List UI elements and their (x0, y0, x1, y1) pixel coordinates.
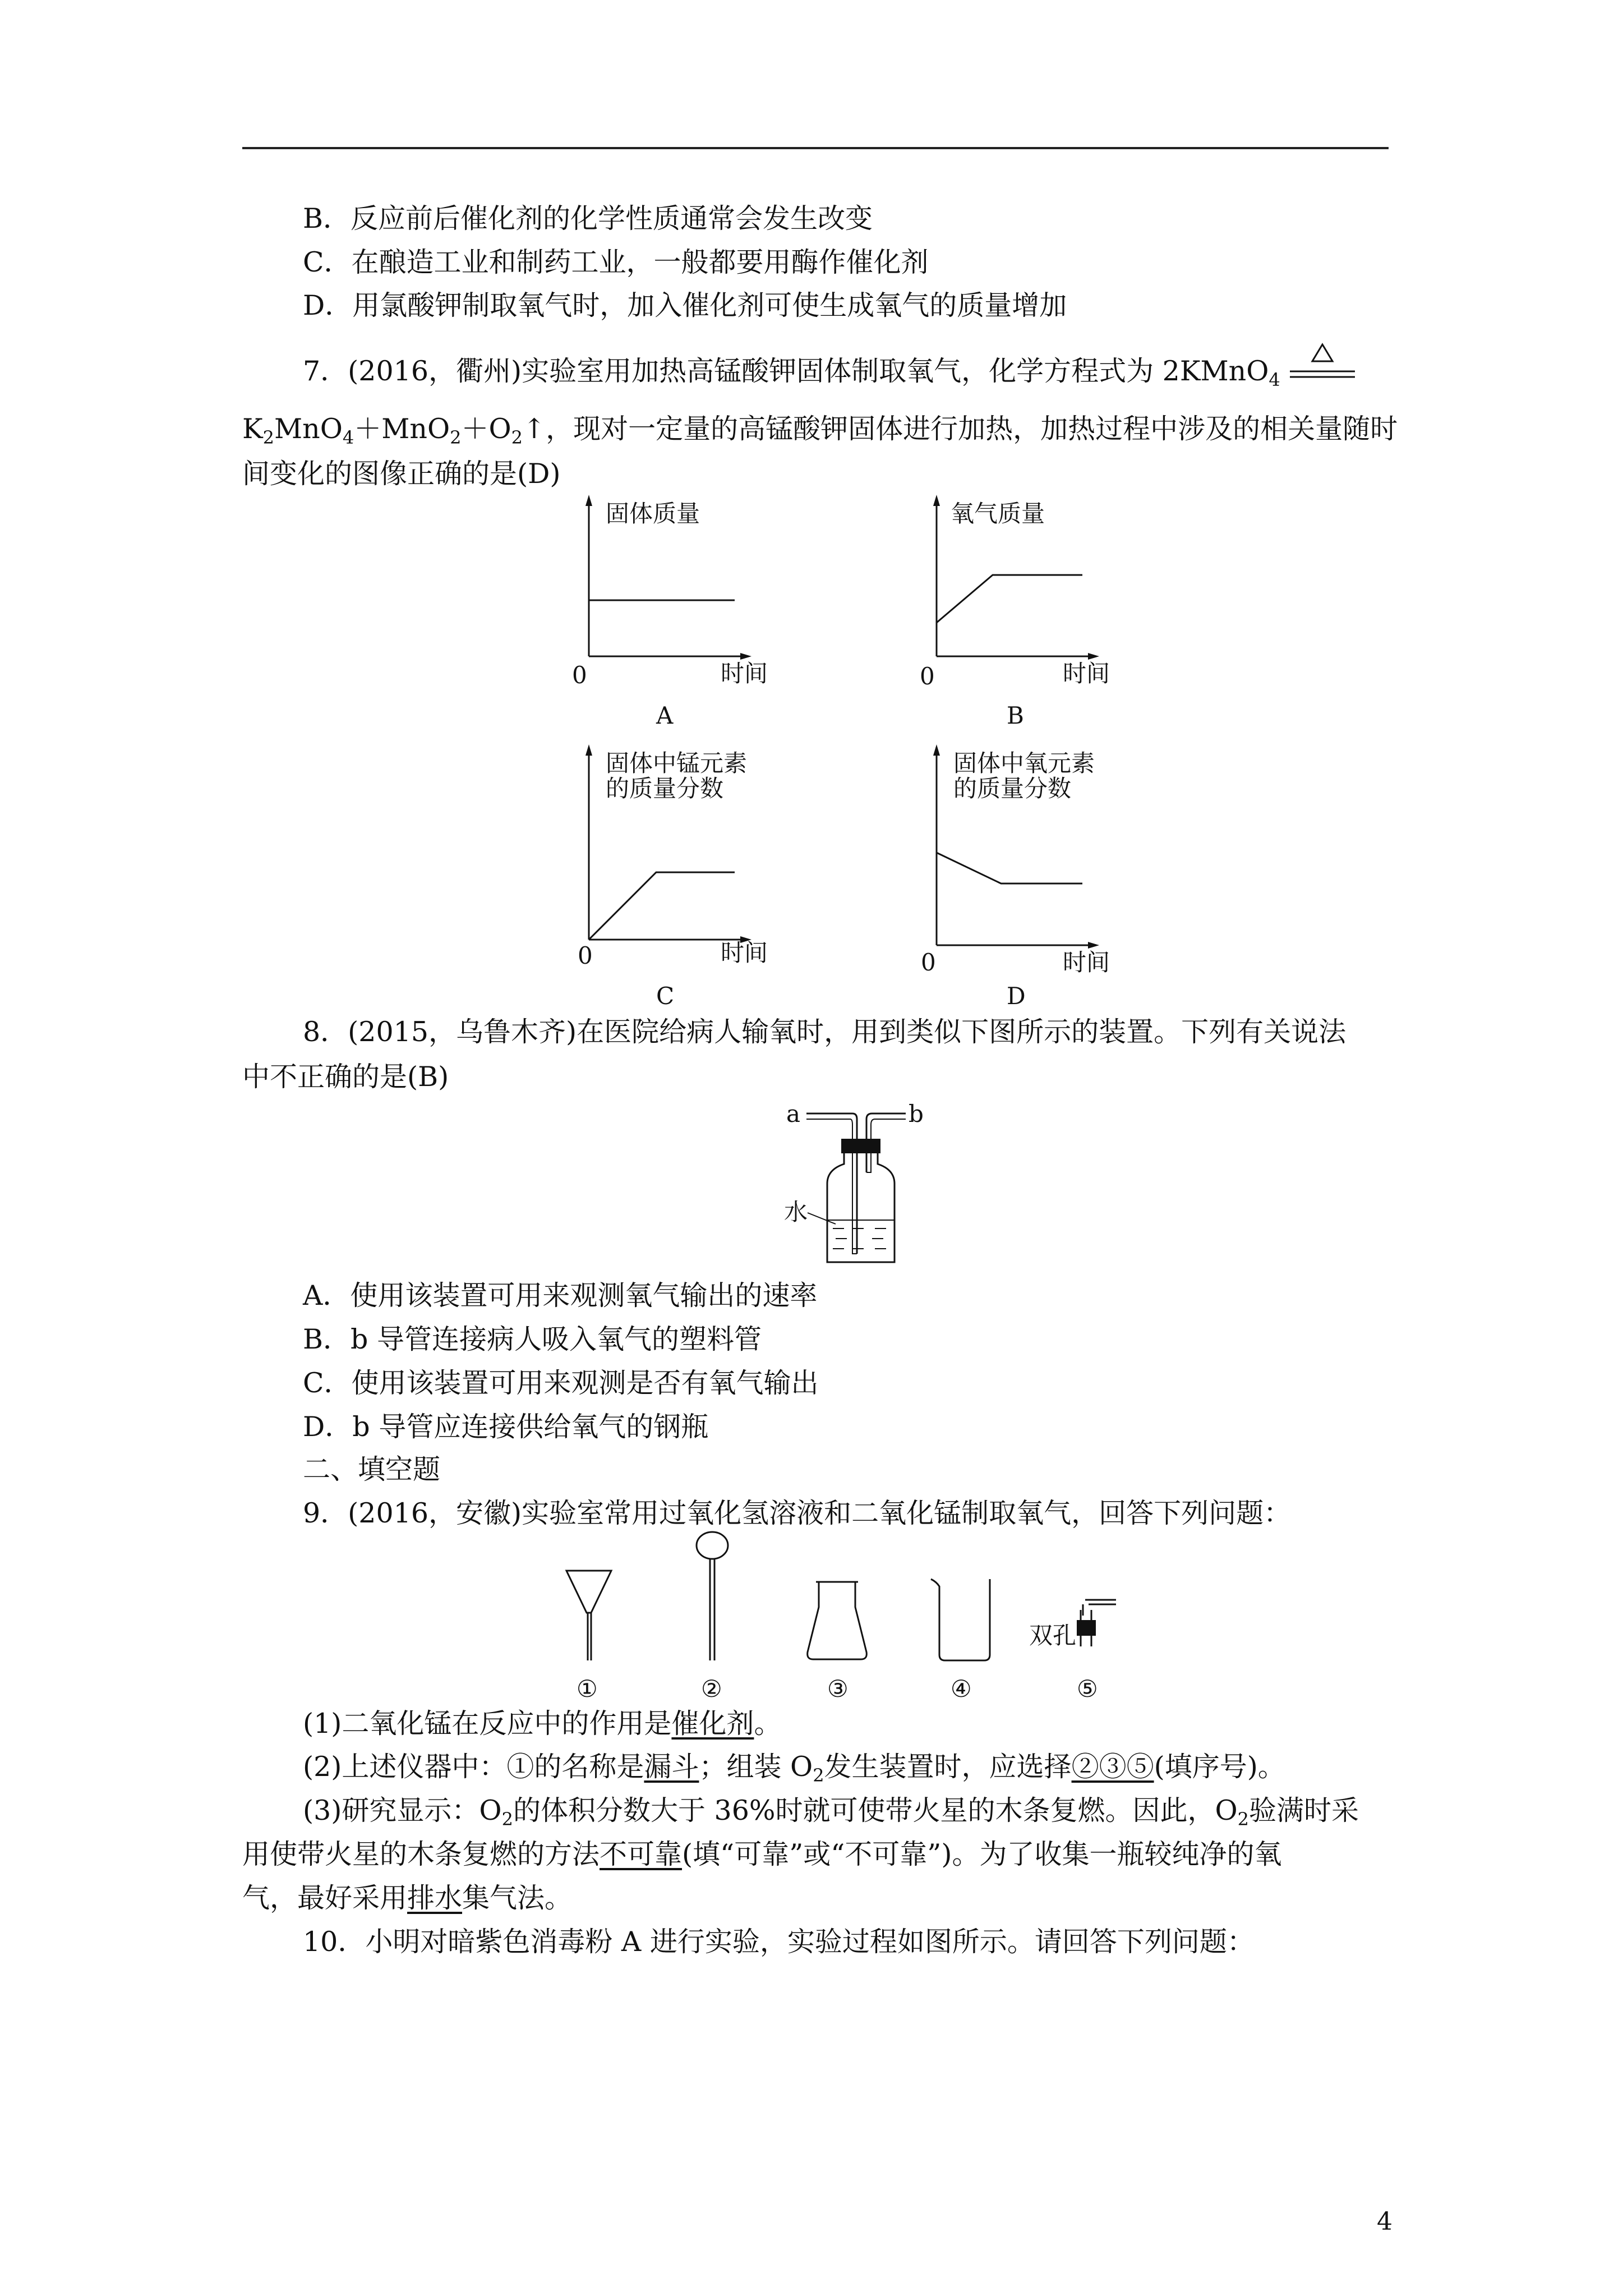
q8-stem-line2: 中不正确的是(B) (242, 1061, 449, 1093)
graph-c-ylabel-1: 固体中锰元素 (606, 749, 748, 777)
num-4: ④ (951, 1675, 972, 1703)
answer-unreliable: 不可靠 (600, 1838, 683, 1870)
graph-b-origin: 0 (920, 662, 935, 690)
q7-stem-line1: 7．(2016，衢州)实验室用加热高锰酸钾固体制取氧气，化学方程式为 2KMnO$_4$ (303, 355, 1356, 390)
graph-c-xlabel: 时间 (721, 939, 768, 967)
long-neck-funnel-icon (697, 1532, 728, 1660)
num-3: ③ (827, 1675, 849, 1703)
graph-d-ylabel-2: 的质量分数 (953, 775, 1072, 802)
graph-a-origin: 0 (572, 661, 587, 689)
graph-d-xlabel: 时间 (1063, 949, 1110, 976)
graph-d-origin: 0 (921, 949, 936, 976)
conical-flask-icon (808, 1582, 867, 1659)
num-5: ⑤ (1077, 1675, 1098, 1703)
graph-c (561, 743, 796, 1013)
graph-b (909, 494, 1144, 729)
tube-a (806, 1114, 857, 1254)
graph-d-ylabel-1: 固体中氧元素 (953, 749, 1095, 777)
heat-equals-sign (1289, 357, 1356, 390)
graph-a-label: A (656, 702, 674, 729)
q8-option-b: B．b 导管连接病人吸入氧气的塑料管 (303, 1323, 762, 1355)
graph-d (909, 743, 1144, 1013)
graph-d-label: D (1007, 982, 1026, 1010)
header-rule (242, 147, 1389, 149)
section-heading: 二、填空题 (303, 1453, 441, 1485)
double-hole-stopper-icon (1077, 1600, 1116, 1646)
graph-b-curve (937, 575, 1082, 623)
bottle-stopper (841, 1139, 880, 1153)
graph-a-ylabel: 固体质量 (606, 500, 700, 527)
q9-part1: (1)二氧化锰在反应中的作用是催化剂。 (303, 1708, 782, 1740)
q8-option-a: A．使用该装置可用来观测氧气输出的速率 (303, 1280, 818, 1312)
num-1: ① (577, 1675, 598, 1703)
q7-stem-line2: $K_2MnO_4+MnO_2+O_2↑$，现对一定量的高锰酸钾固体进行加热，加热过程中涉及的相关量随时 (242, 413, 1398, 448)
graph-c-curve (589, 872, 735, 940)
answer-catalyst: 催化剂 (671, 1708, 754, 1740)
answer-funnel: 漏斗 (644, 1751, 699, 1783)
option-b-prev: B．反应前后催化剂的化学性质通常会发生改变 (303, 203, 873, 234)
option-c-prev: C．在酿造工业和制药工业，一般都要用酶作催化剂 (303, 246, 929, 278)
q9-part3-line1: (3)研究显示：$O_2$的体积分数大于 36%时就可使带火星的木条复燃。因此，$O_2$验满时采 (303, 1795, 1359, 1830)
label-b: b (909, 1100, 924, 1128)
q9-stem: 9．(2016，安徽)实验室常用过氧化氢溶液和二氧化锰制取氧气，回答下列问题： (303, 1497, 1292, 1529)
q8-option-c: C．使用该装置可用来观测是否有氧气输出 (303, 1367, 819, 1399)
apparatus-figure (555, 1526, 1133, 1711)
graph-b-xlabel: 时间 (1063, 660, 1110, 687)
graph-a (561, 494, 796, 729)
label-a: a (786, 1100, 801, 1128)
q9-part2: (2)上述仪器中：①的名称是漏斗；组装 $O_2$发生装置时，应选择②③⑤(填序号)。 (303, 1751, 1285, 1786)
graph-c-ylabel-2: 的质量分数 (606, 775, 724, 802)
graph-a-xlabel: 时间 (721, 660, 768, 687)
graph-b-label: B (1007, 702, 1024, 729)
answer-water-displacement: 排水 (407, 1882, 463, 1914)
graph-d-curve (937, 853, 1082, 884)
graph-c-origin: 0 (578, 942, 593, 969)
q10-stem: 10．小明对暗紫色消毒粉 A 进行实验，实验过程如图所示。请回答下列问题： (303, 1926, 1255, 1958)
bottle-body (827, 1153, 895, 1262)
q9-part3-line3: 气，最好采用排水集气法。 (242, 1882, 573, 1914)
graph-b-ylabel: 氧气质量 (951, 500, 1045, 527)
q8-stem-line1: 8．(2015，乌鲁木齐)在医院给病人输氧时，用到类似下图所示的装置。下列有关说法 (303, 1016, 1347, 1048)
q9-part3-line2: 用使带火星的木条复燃的方法不可靠(填“可靠”或“不可靠”)。为了收集一瓶较纯净的氧 (242, 1838, 1282, 1870)
q7-stem-line3: 间变化的图像正确的是(D) (242, 458, 561, 490)
label-water: 水 (784, 1198, 808, 1226)
option-d-prev: D．用氯酸钾制取氧气时，加入催化剂可使生成氧气的质量增加 (303, 289, 1067, 321)
beaker-icon (931, 1579, 990, 1660)
num-2: ② (701, 1675, 722, 1703)
stopper-label: 双孔 (1029, 1622, 1077, 1649)
gas-washing-bottle (774, 1094, 942, 1279)
q8-option-d: D．b 导管应连接供给氧气的钢瓶 (303, 1411, 709, 1443)
funnel-icon (566, 1571, 611, 1660)
graph-c-label: C (656, 982, 675, 1010)
page-number: 4 (1377, 2207, 1393, 2236)
answer-apparatus: ②③⑤ (1071, 1751, 1154, 1783)
